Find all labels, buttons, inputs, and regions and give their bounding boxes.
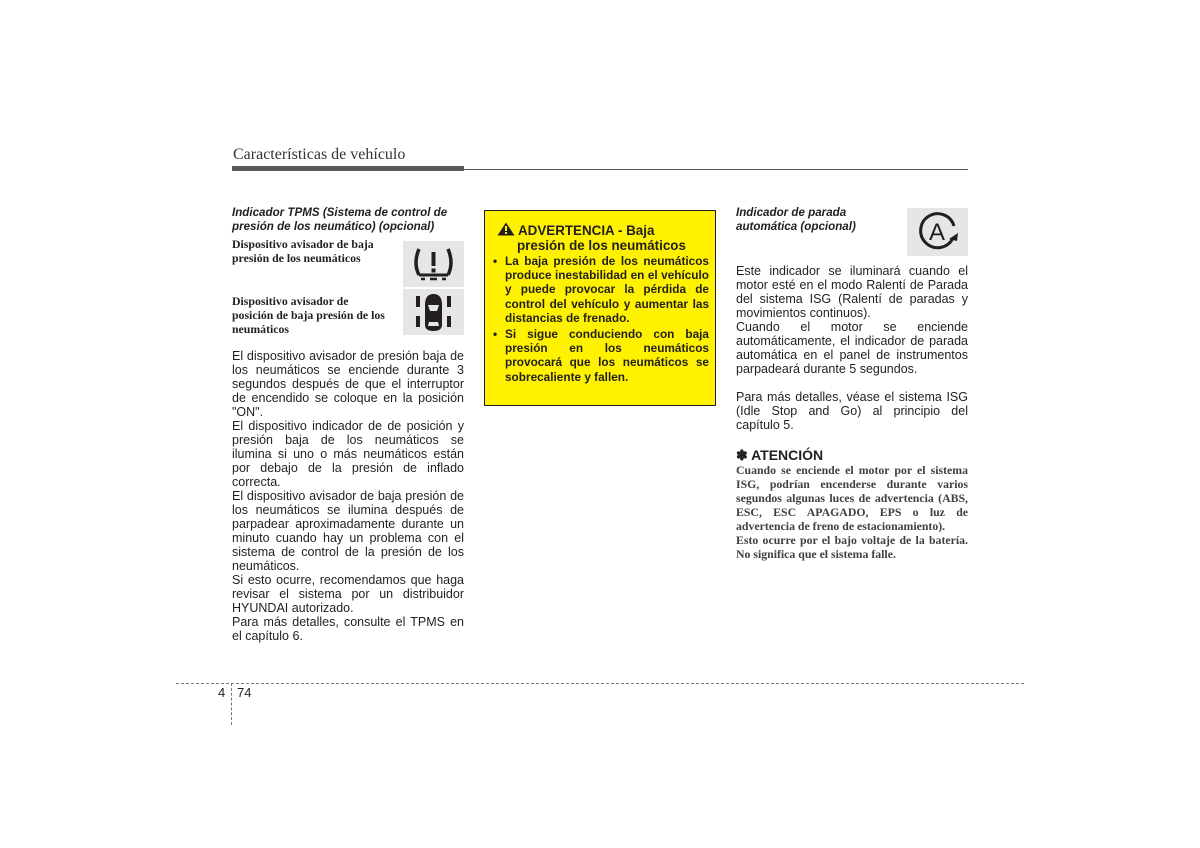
svg-text:A: A [928, 219, 946, 246]
warning-list [491, 254, 709, 386]
warning-triangle-icon [497, 222, 515, 236]
warning-bullet: • La baja presión de los neumáticos produce inestabilidad en el vehículo y puede provocar la pérdida de control del vehículo y aumentar las distancias de frenado. [493, 254, 709, 325]
right-column [736, 206, 968, 561]
page-header-title: Características de vehículo [233, 146, 406, 163]
tpms-paragraph: Si esto ocurre, recomendamos que haga revisar el sistema por un distribuidor HYUNDAI autorizado. [232, 573, 464, 615]
footer-rule [176, 683, 1024, 684]
auto-stop-heading: Indicador de parada automática (opcional) [736, 206, 856, 233]
auto-stop-paragraph: Para más detalles, véase el sistema ISG (Idle Stop and Go) al principio del capítulo 5. [736, 390, 968, 432]
warning-title-line2: presión de los neumáticos [517, 238, 686, 253]
tpms-paragraph: Para más detalles, consulte el TPMS en el capítulo 6. [232, 615, 464, 643]
auto-stop-paragraph: Cuando el motor se enciende automáticamente, el indicador de parada automática en el panel de instrumentos parpadeará durante 5 segundos. [736, 320, 968, 376]
warning-box [484, 210, 716, 406]
indicator-label-1: Dispositivo avisador de baja presión de los neumáticos [232, 237, 374, 265]
tpms-paragraph: El dispositivo avisador de presión baja de los neumáticos se enciende durante 3 segundos después de que el interruptor de encendido se coloque en la posición "ON". [232, 349, 464, 419]
tire-pressure-warning-icon [403, 241, 464, 287]
left-column [232, 206, 464, 643]
tpms-paragraph: El dispositivo indicador de de posición y presión baja de los neumáticos se ilumina si uno o más neumáticos están por debajo de la presión de inflado correcta. [232, 419, 464, 489]
indicator-row-1 [232, 237, 464, 291]
warning-bullet-text: Si sigue conduciendo con baja presión en los neumáticos provocará que los neumáticos se sobrecaliente y fallen. [505, 327, 709, 384]
page-number: 74 [237, 685, 252, 700]
auto-stop-indicator-icon [907, 208, 968, 256]
warning-title-line1: ADVERTENCIA - Baja [518, 223, 655, 238]
header-rule-thin [464, 169, 968, 170]
warning-bullet-text: La baja presión de los neumáticos produce inestabilidad en el vehículo y puede provocar la pérdida de control del vehículo y aumentar las distancias de frenado. [505, 254, 709, 325]
chapter-number: 4 [218, 685, 226, 700]
auto-stop-header [736, 206, 968, 264]
attention-text: Esto ocurre por el bajo voltaje de la batería. No significa que el sistema falle. [736, 533, 968, 561]
tpms-heading: Indicador TPMS (Sistema de control de presión de los neumático) (opcional) [232, 206, 448, 233]
indicator-label-2: Dispositivo avisador de posición de baja presión de los neumáticos [232, 294, 385, 336]
attention-heading: ✽ ATENCIÓN [736, 447, 824, 463]
warning-bullet: • Si sigue conduciendo con baja presión en los neumáticos provocará que los neumáticos se sobrecaliente y fallen. [493, 327, 709, 384]
tpms-paragraph: El dispositivo avisador de baja presión de los neumáticos se ilumina después de parpadear aproximadamente durante un minuto cuando hay un problema con el sistema de control de la presión de los neumáticos. [232, 489, 464, 573]
attention-note [736, 447, 968, 561]
attention-text: Cuando se enciende el motor por el sistema ISG, podrían encenderse durante varios segundos algunas luces de advertencia (ABS, ESC, ESC APAGADO, EPS o luz de advertencia de freno de estacionamiento). [736, 463, 968, 533]
indicator-row-2 [232, 294, 464, 349]
tire-position-warning-icon [403, 289, 464, 335]
warning-title [497, 221, 712, 253]
footer-divider [231, 683, 232, 725]
auto-stop-paragraph: Este indicador se iluminará cuando el motor esté en el modo Ralentí de Parada del sistema ISG (Ralentí de paradas y movimientos continuos). [736, 264, 968, 320]
header-rule-thick [232, 166, 464, 171]
